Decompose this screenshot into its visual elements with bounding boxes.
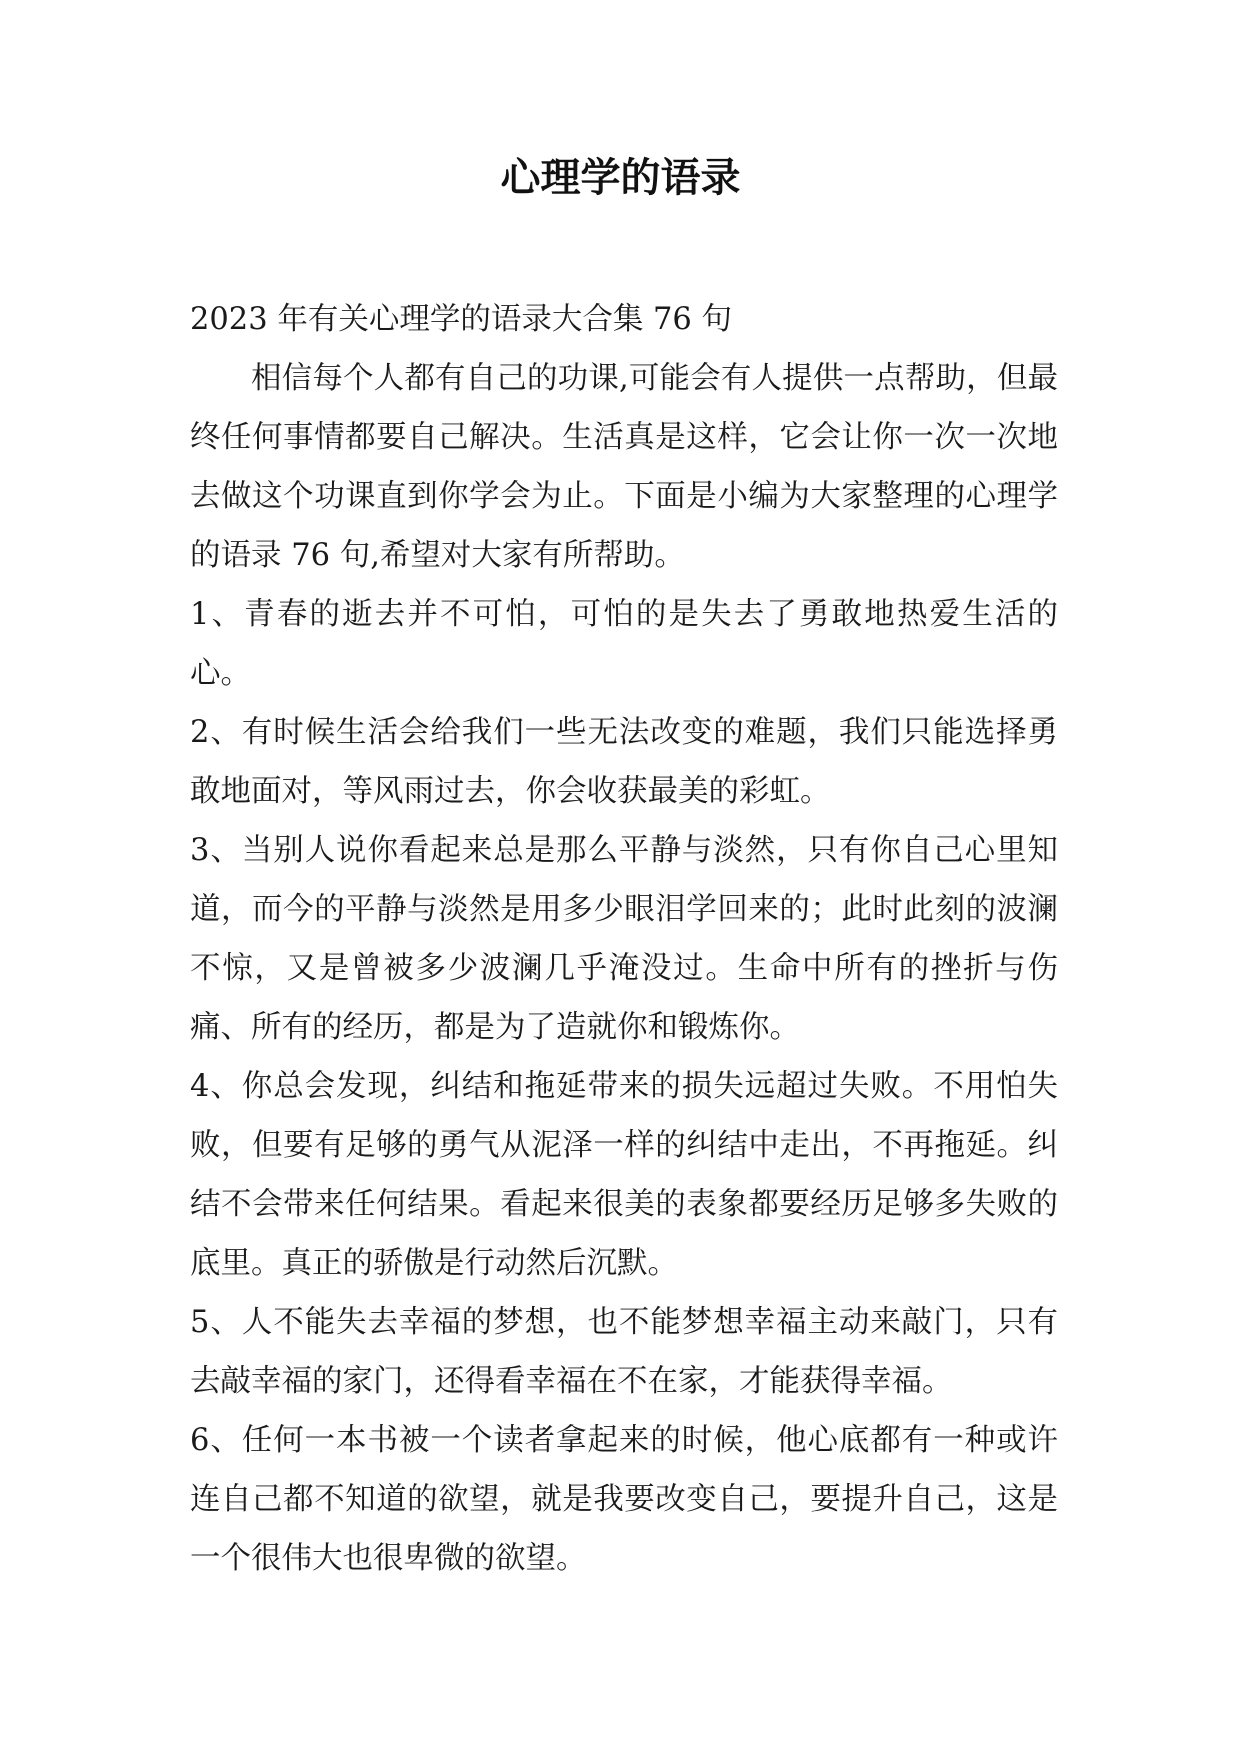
quote-item: 1、青春的逝去并不可怕，可怕的是失去了勇敢地热爱生活的心。 bbox=[190, 597, 1058, 691]
document-subtitle: 2023 年有关心理学的语录大合集 76 句 bbox=[190, 302, 733, 337]
document-title: 心理学的语录 bbox=[500, 155, 741, 201]
quote-item: 5、人不能失去幸福的梦想，也不能梦想幸福主动来敲门，只有去敲幸福的家门，还得看幸福在不在家，才能获得幸福。 bbox=[190, 1305, 1058, 1399]
quote-item: 3、当别人说你看起来总是那么平静与淡然，只有你自己心里知道，而今的平静与淡然是用多少眼泪学回来的；此时此刻的波澜不惊，又是曾被多少波澜几乎淹没过。生命中所有的挫折与伤痛、所有的经历，都是为了造就你和锻炼你。 bbox=[190, 833, 1058, 1045]
intro-paragraph: 相信每个人都有自己的功课,可能会有人提供一点帮助，但最终任何事情都要自己解决。生活真是这样，它会让你一次一次地去做这个功课直到你学会为止。下面是小编为大家整理的心理学的语录 76 句,希望对大家有所帮助。 bbox=[190, 361, 1058, 573]
quote-item: 6、任何一本书被一个读者拿起来的时候，他心底都有一种或许连自己都不知道的欲望，就是我要改变自己，要提升自己，这是一个很伟大也很卑微的欲望。 bbox=[190, 1423, 1058, 1576]
quote-item: 4、你总会发现，纠结和拖延带来的损失远超过失败。不用怕失败，但要有足够的勇气从泥泽一样的纠结中走出，不再拖延。纠结不会带来任何结果。看起来很美的表象都要经历足够多失败的底里。真正的骄傲是行动然后沉默。 bbox=[190, 1069, 1058, 1281]
quote-item: 2、有时候生活会给我们一些无法改变的难题，我们只能选择勇敢地面对，等风雨过去，你会收获最美的彩虹。 bbox=[190, 715, 1058, 809]
document-body bbox=[190, 290, 1058, 1588]
